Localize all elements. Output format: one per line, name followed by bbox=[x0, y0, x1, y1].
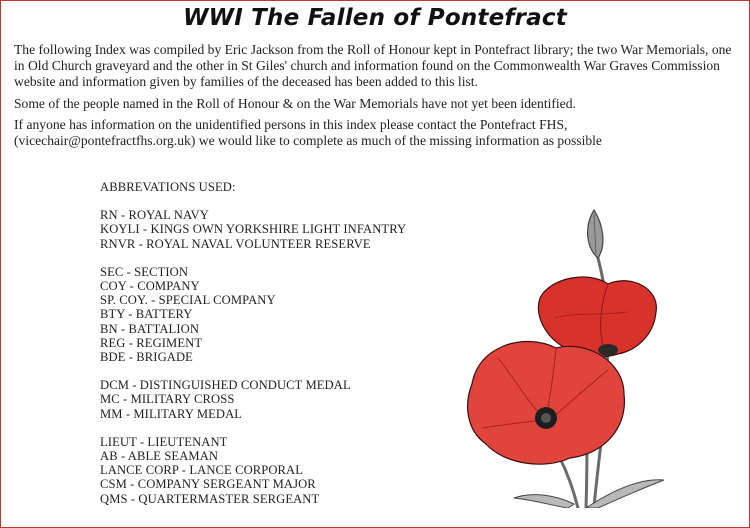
abbreviation-item: QMS - QUARTERMASTER SERGEANT bbox=[100, 491, 320, 506]
poppy-leaves bbox=[514, 480, 664, 508]
intro-text bbox=[14, 42, 738, 154]
poppy-bud bbox=[588, 210, 603, 258]
abbreviation-item: AB - ABLE SEAMAN bbox=[100, 449, 219, 464]
abbreviation-item: MC - MILITARY CROSS bbox=[100, 392, 235, 407]
abbreviation-item: BN - BATTALION bbox=[100, 321, 200, 336]
abbreviations-list bbox=[100, 180, 440, 520]
abbreviation-item: LANCE CORP - LANCE CORPORAL bbox=[100, 463, 304, 478]
abbreviation-item: SP. COY. - SPECIAL COMPANY bbox=[100, 293, 276, 308]
intro-paragraph-3: If anyone has information on the unidentified persons in this index please contact the Pontefract FHS, (vicechair@pontefractfhs.org.uk) we would like to complete as much of the missing information as possible bbox=[14, 116, 602, 149]
abbreviation-item: RN - ROYAL NAVY bbox=[100, 208, 209, 223]
abbreviation-item: MM - MILITARY MEDAL bbox=[100, 406, 243, 421]
abbreviation-item: KOYLI - KINGS OWN YORKSHIRE LIGHT INFANTRY bbox=[100, 222, 407, 237]
poppy-flower-lower bbox=[468, 341, 625, 464]
abbreviation-item: BTY - BATTERY bbox=[100, 307, 193, 322]
abbreviation-group-ranks bbox=[100, 435, 440, 506]
abbreviation-item: COY - COMPANY bbox=[100, 279, 200, 294]
abbreviation-item: BDE - BRIGADE bbox=[100, 350, 193, 365]
abbreviation-item: LIEUT - LIEUTENANT bbox=[100, 434, 228, 449]
abbreviation-item: DCM - DISTINGUISHED CONDUCT MEDAL bbox=[100, 378, 351, 393]
abbreviation-item: CSM - COMPANY SERGEANT MAJOR bbox=[100, 477, 316, 492]
abbreviation-item: REG - REGIMENT bbox=[100, 335, 203, 350]
poppy-illustration bbox=[458, 208, 668, 508]
abbreviation-item: RNVR - ROYAL NAVAL VOLUNTEER RESERVE bbox=[100, 236, 371, 251]
intro-paragraph-2: Some of the people named in the Roll of Honour & on the War Memorials have not yet been identified. bbox=[14, 95, 576, 111]
intro-paragraph-1: The following Index was compiled by Eric Jackson from the Roll of Honour kept in Pontefract library; the two War Memorials, one in Old Church graveyard and the other in St Giles' church and information found on the Commonwealth War Graves Commission website and information given by families of the deceased has been added to this list. bbox=[14, 42, 732, 90]
abbreviation-group-navy bbox=[100, 208, 440, 251]
abbreviation-group-medals bbox=[100, 378, 440, 421]
abbreviation-item: SEC - SECTION bbox=[100, 264, 189, 279]
abbreviations-heading: ABBREVATIONS USED: bbox=[100, 180, 236, 194]
abbreviation-group-units bbox=[100, 265, 440, 364]
poppy-flower-upper bbox=[538, 277, 656, 357]
page-title: WWI The Fallen of Pontefract bbox=[183, 5, 567, 31]
